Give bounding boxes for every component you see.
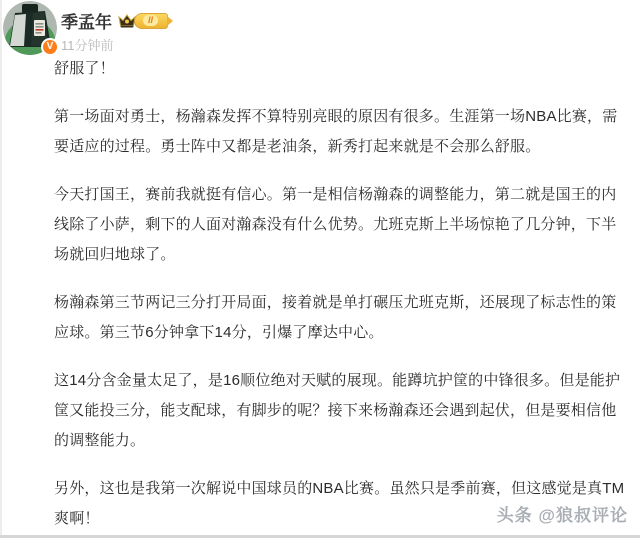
post-paragraph: 第一场面对勇士，杨瀚森发挥不算特别亮眼的原因有很多。生涯第一场NBA比赛，需要适应的过程。勇士阵中又都是老油条，新秀打起来就是不会那么舒服。 (54, 108, 618, 155)
author-name[interactable]: 季孟年 (61, 13, 112, 32)
vip-level-badge[interactable] (117, 12, 168, 29)
post-paragraph: 这14分含金量太足了，是16顺位绝对天赋的展现。能蹲坑护筐的中锋很多。但是能护筐又能投三分，能支配球，有脚步的呢？接下来杨瀚森还会遇到起伏，但是要相信他的调整能力。 (54, 372, 621, 449)
level-pill (134, 13, 168, 29)
level-pill-inner (143, 15, 158, 26)
watermark: 头条 @狼叔评论 (496, 506, 628, 525)
crown-icon (117, 12, 137, 29)
post-paragraph: 今天打国王，赛前我就挺有信心。第一是相信杨瀚森的调整能力，第二就是国王的内线除了小萨，剩下的人面对瀚森没有什么优势。尤班克斯上半场惊艳了几分钟，下半场就回归地球了。 (54, 186, 617, 263)
level-text: II (148, 15, 154, 25)
post-paragraph: 另外，这也是我第一次解说中国球员的NBA比赛。虽然只是季前赛，但这感觉是真TM爽啊！ (54, 480, 625, 527)
post-content (0, 54, 640, 552)
avatar[interactable] (3, 1, 57, 55)
verified-v-icon: V (41, 38, 59, 56)
post-paragraph: 杨瀚森第三节两记三分打开局面，接着就是单打碾压尤班克斯，还展现了标志性的策应球。第三节6分钟拿下14分，引爆了摩达中心。 (54, 294, 617, 341)
post-paragraph: 舒服了！ (54, 60, 115, 77)
post-timestamp: 11分钟前 (61, 38, 114, 53)
post-header (0, 0, 640, 58)
